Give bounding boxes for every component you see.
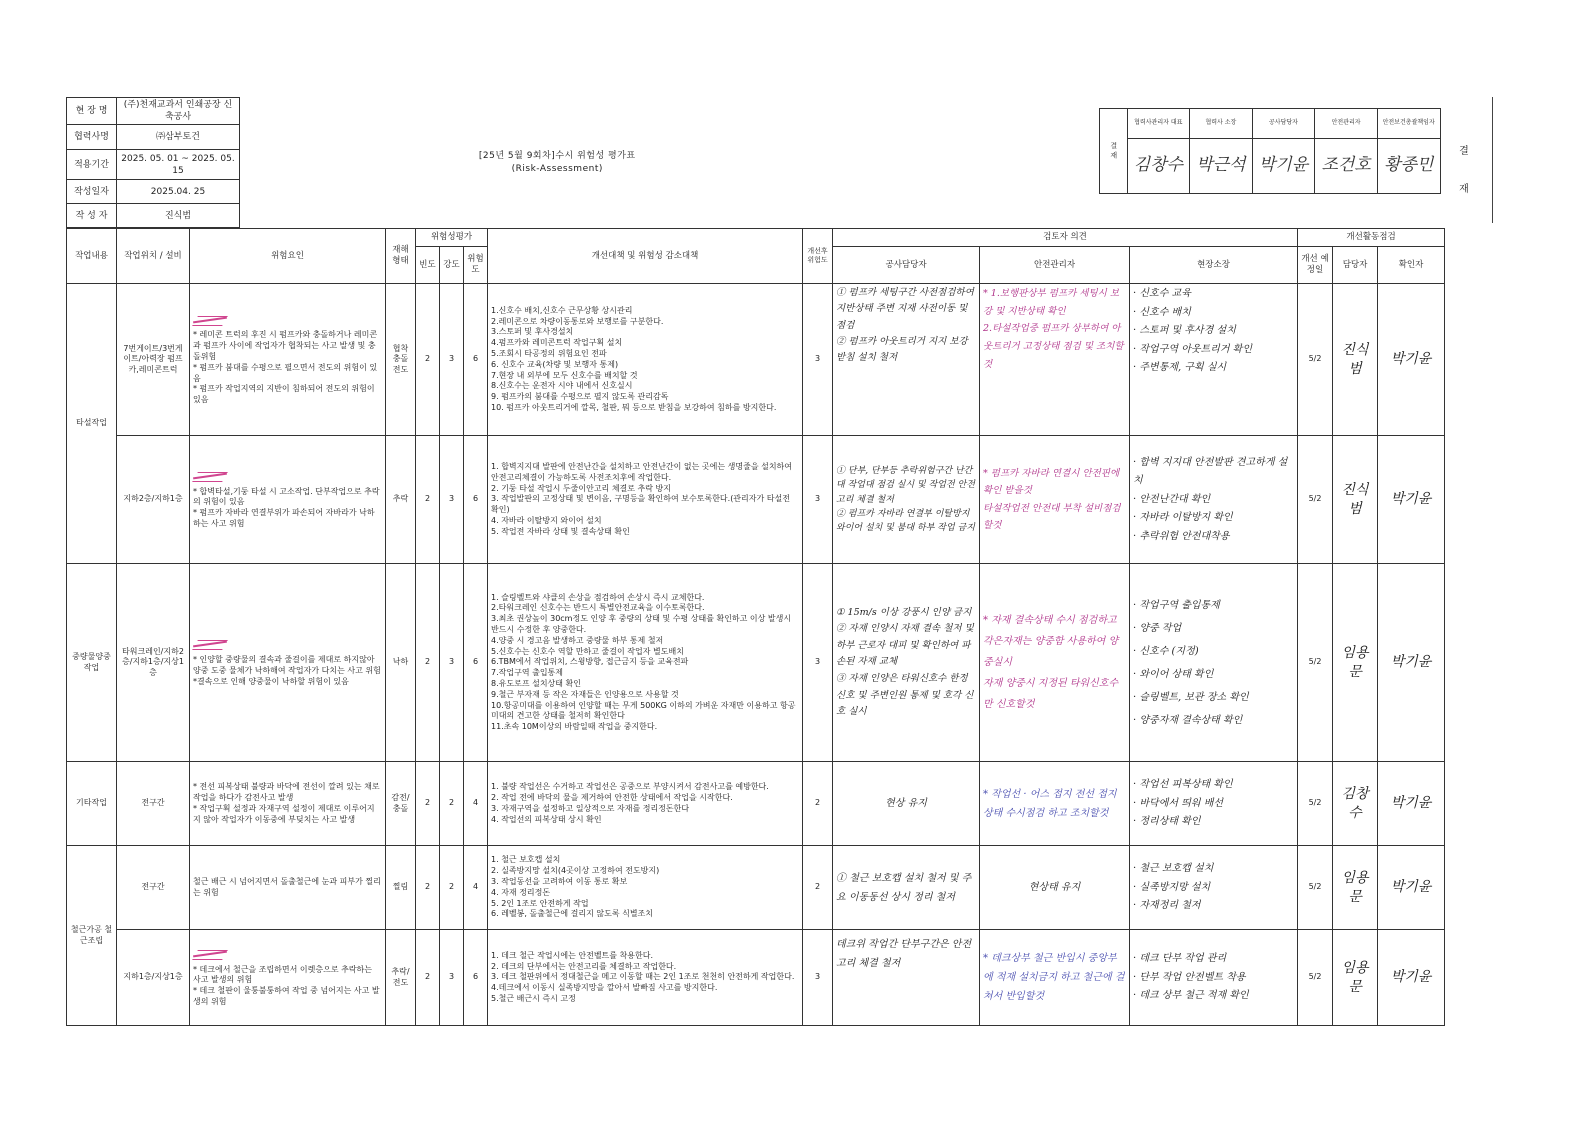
row-work: 중량물양중작업 — [67, 564, 117, 762]
measure-item: 1.신호수 배치,신호수 근무상황 상시관리 — [491, 305, 633, 315]
row-work: 기타작업 — [67, 762, 117, 846]
row-hazard — [190, 436, 386, 564]
row-date: 5/2 — [1298, 436, 1333, 564]
row-hazard — [190, 762, 386, 846]
row-measures — [488, 436, 803, 564]
opinion-item: · 작업구역 아웃트리거 확인 — [1133, 343, 1252, 355]
hazard-item: * 전선 피복상태 불량과 바닥에 전선이 깔려 있는 채로 작업을 하다가 감전사고 발생 — [193, 782, 380, 802]
opinion-item: 자재 양중시 지정된 타워신호수만 신호할것 — [983, 678, 1119, 711]
measure-item: 5.철근 배근시 즉시 고정 — [491, 993, 576, 1003]
signature-5: 황종민 — [1377, 138, 1440, 193]
row-type: 추락/전도 — [386, 930, 416, 1026]
col-measures: 개선대책 및 위험성 감소대책 — [488, 229, 803, 284]
table-row — [67, 846, 1445, 930]
row-site-opinion — [1130, 284, 1298, 436]
opinion-item: * 1.보행판상부 펌프카 세팅시 보강 및 지반상태 확인 — [983, 288, 1120, 317]
row-post-risk: 2 — [803, 846, 833, 930]
row-type: 감전/충돌 — [386, 762, 416, 846]
row-checker: 박기윤 — [1378, 846, 1445, 930]
opinion-item: 2.타설작업중 펌프카 상부하여 아웃트리거 고정상태 점검 및 조치할것 — [983, 323, 1124, 370]
measure-item: 1. 불량 작업선은 수거하고 작업선은 공중으로 부양시켜서 감전사고를 예방한다. — [491, 782, 769, 792]
row-freq: 2 — [416, 436, 440, 564]
opinion-item: · 단부 작업 안전벨트 착용 — [1133, 971, 1246, 983]
row-date: 5/2 — [1298, 284, 1333, 436]
row-measures — [488, 284, 803, 436]
measure-item: 8.신호수는 운전자 시야 내에서 신호실시 — [491, 381, 633, 391]
row-risk: 6 — [464, 564, 488, 762]
row-checker: 박기윤 — [1378, 564, 1445, 762]
row-risk: 6 — [464, 436, 488, 564]
col-risk-eval: 위험성평가 — [416, 229, 488, 247]
date-label: 작성일자 — [67, 180, 117, 204]
approval-role-3: 공사담당자 — [1252, 108, 1315, 138]
row-post-risk: 3 — [803, 564, 833, 762]
opinion-item: · 바닥에서 띄워 배선 — [1133, 797, 1224, 809]
measure-item: 4. 작업선의 피복상태 상시 확인 — [491, 814, 602, 824]
row-post-risk: 2 — [803, 762, 833, 846]
row-owner: 임용문 — [1333, 846, 1378, 930]
opinion-item: * 펌프카 자바라 연결시 안전핀에 확인 받을것 — [983, 467, 1120, 497]
measure-item: 5.조회시 타공정의 위험요인 전파 — [491, 348, 607, 358]
row-type: 협착 충돌 전도 — [386, 284, 416, 436]
measure-item: 5.신호수는 신호수 역할 만하고 줄걸이 작업자 별도배치 — [491, 646, 684, 656]
measure-item: 9.철근 부자재 등 작은 자재들은 인양용으로 사용할 것 — [491, 689, 679, 699]
col-reviewer-safety: 안전관리자 — [980, 247, 1130, 284]
row-safety-opinion: 현상태 유지 — [980, 846, 1130, 930]
opinion-item: · 신호수 교육 — [1133, 288, 1191, 300]
col-post-risk: 개선후위험도 — [803, 229, 833, 284]
measure-item: 4. 자재 정리정돈 — [491, 887, 551, 897]
row-sev: 3 — [440, 436, 464, 564]
risk-table — [66, 228, 1445, 1026]
row-site-opinion — [1130, 846, 1298, 930]
page-title: [25년 5월 9회차]수시 위험성 평가표 — [478, 151, 636, 162]
measure-item: 4.데크에서 이동시 실족방지망을 깔아서 발빠짐 사고를 방지한다. — [491, 983, 718, 993]
row-risk: 4 — [464, 762, 488, 846]
table-row — [67, 564, 1445, 762]
opinion-item: · 양중자재 결속상태 확인 — [1133, 714, 1243, 726]
strike-mark — [193, 638, 227, 650]
row-date: 5/2 — [1298, 930, 1333, 1026]
opinion-item: · 정리상태 확인 — [1133, 816, 1201, 828]
row-site-opinion — [1130, 930, 1298, 1026]
opinion-item: ① 15m/s 이상 강풍시 인양 금지 — [836, 606, 972, 618]
measure-item: 2. 기둥 타설 작업시 두줄이안고리 체결로 추락 방지 — [491, 483, 672, 493]
page-subtitle: (Risk-Assessment) — [511, 163, 603, 174]
col-reviewer-site: 현장소장 — [1130, 247, 1298, 284]
partner-label: 협력사명 — [67, 125, 117, 150]
hazard-item: * 데크 철판이 울퉁불퉁하여 작업 중 넘어지는 사고 발생의 위험 — [193, 986, 380, 1006]
site-label: 현 장 명 — [67, 98, 117, 125]
opinion-item: · 추락위험 안전대착용 — [1133, 530, 1230, 542]
row-construction-opinion: 데크위 작업간 단부구간은 안전고리 체결 철저 — [833, 930, 980, 1026]
col-plan-date: 개선 예정일 — [1298, 247, 1333, 284]
row-date: 5/2 — [1298, 846, 1333, 930]
row-location: 7번게이트/3번게이트/아력장 펌프카,레미콘트럭 — [117, 284, 190, 436]
measure-item: 1. 합벽지지대 발판에 안전난간을 설치하고 안전난간이 없는 곳에는 생명줄을 설치하여 안전고리체결이 가능하도록 사전조치후에 작업한다. — [491, 461, 793, 482]
row-location: 전구간 — [117, 846, 190, 930]
row-measures — [488, 846, 803, 930]
measure-item: 4. 자바라 이탈방지 와이어 설치 — [491, 515, 602, 525]
opinion-item: · 데크 상부 철근 적재 확인 — [1133, 990, 1249, 1002]
measure-item: 9. 펌프카의 붐대를 수평으로 펼지 않도록 관리감독 — [491, 392, 669, 402]
right-margin-rule — [1492, 97, 1493, 223]
row-freq: 2 — [416, 284, 440, 436]
row-sev: 3 — [440, 930, 464, 1026]
col-review: 검토자 의견 — [833, 229, 1298, 247]
opinion-item: * 작업선 · 어스 접지 전선 접지상태 수시점검 하고 조치할것 — [983, 788, 1117, 819]
measure-item: 2. 작업 전에 바닥의 물을 제거하여 안전한 상태에서 작업을 시작한다. — [491, 792, 733, 802]
table-row — [67, 284, 1445, 436]
row-hazard — [190, 846, 386, 930]
row-owner: 진식범 — [1333, 284, 1378, 436]
col-severity: 강도 — [440, 247, 464, 284]
period-value: 2025. 05. 01 ~ 2025. 05. 15 — [117, 150, 240, 180]
row-location: 지하2층/지하1층 — [117, 436, 190, 564]
opinion-item: ① 단부, 단부등 추락위험구간 난간대 작업대 점검 실시 및 작업전 안전고리 체결 철저 — [836, 465, 975, 505]
row-risk: 6 — [464, 930, 488, 1026]
row-risk: 4 — [464, 846, 488, 930]
row-safety-opinion — [980, 284, 1130, 436]
approval-role-5: 안전보건총괄책임자 — [1377, 108, 1440, 138]
row-owner: 임용문 — [1333, 564, 1378, 762]
col-followup: 개선활동점검 — [1298, 229, 1445, 247]
row-safety-opinion — [980, 930, 1130, 1026]
approval-role-2: 협력사 소장 — [1190, 108, 1253, 138]
hazard-item: * 펌프카 자바라 연결부위가 파손되어 자바라가 낙하하는 사고 위험 — [193, 508, 375, 528]
opinion-item: · 실족방지망 설치 — [1133, 881, 1211, 893]
partner-value: ㈜삼부토건 — [117, 125, 240, 150]
row-hazard — [190, 284, 386, 436]
opinion-item: · 합벽 지지대 안전발판 견고하게 설치 — [1133, 456, 1288, 487]
signature-4: 조건호 — [1315, 138, 1378, 193]
row-post-risk: 3 — [803, 930, 833, 1026]
opinion-item: · 스토퍼 및 후사경 설치 — [1133, 325, 1236, 337]
row-work: 타설작업 — [67, 284, 117, 564]
col-freq: 빈도 — [416, 247, 440, 284]
measure-item: 7.현장 내 외부에 모두 신호수를 배치할 것 — [491, 370, 638, 380]
table-row — [67, 762, 1445, 846]
row-sev: 3 — [440, 564, 464, 762]
hazard-item: * 인양할 중량물의 결속과 줄걸이를 제대로 하지않아 양중 도중 물체가 낙하해여 작업자가 다치는 사고 위험 — [193, 654, 381, 675]
row-work: 철근가공 철근조립 — [67, 846, 117, 1026]
opinion-item: * 자재 결속상태 수시 점검하고 각은자재는 양중함 사용하여 양중실시 — [983, 615, 1119, 669]
approval-side-label-2: 재 — [1459, 184, 1469, 195]
row-site-opinion — [1130, 564, 1298, 762]
table-row — [67, 436, 1445, 564]
row-freq: 2 — [416, 930, 440, 1026]
hazard-item: * 레미콘 트럭의 후진 시 펌프카와 충돌하거나 레미콘과 펌프카 사이에 작업자가 협착되는 사고 발생 및 충돌위험 — [193, 330, 378, 361]
row-risk: 6 — [464, 284, 488, 436]
measure-item: 2.타워크레인 신호수는 반드시 특별안전교육을 이수토록한다. — [491, 603, 705, 613]
row-date: 5/2 — [1298, 762, 1333, 846]
hazard-item: * 펌프카 작업지역의 지반이 침하되어 전도의 위험이 있음 — [193, 384, 375, 405]
measure-item: 2.레미콘으로 차량이동통로와 보행로를 구분한다. — [491, 316, 664, 326]
col-hazard: 위험요인 — [190, 229, 386, 284]
row-post-risk: 3 — [803, 284, 833, 436]
opinion-item: · 철근 보호캡 설치 — [1133, 863, 1214, 875]
opinion-item: · 신호수 배치 — [1133, 306, 1191, 318]
measure-item: 3. 작업동선을 고려하여 이동 통로 확보 — [491, 876, 628, 886]
measure-item: 4.펌프카와 레미콘트럭 작업구획 설치 — [491, 338, 623, 348]
row-location: 지하1층/지상1층 — [117, 930, 190, 1026]
opinion-item: · 자바라 이탈방지 확인 — [1133, 512, 1233, 524]
approval-role-1: 협력사관리자 대표 — [1127, 108, 1190, 138]
col-checker: 확인자 — [1378, 247, 1445, 284]
col-reviewer-construction: 공사담당자 — [833, 247, 980, 284]
row-construction-opinion — [833, 284, 980, 436]
measure-item: 6. 레벨봉, 돌출철근에 걸리지 않도록 식별조치 — [491, 909, 654, 919]
measure-item: 10. 펌프카 아웃트리거에 깔목, 철판, 뭐 등으로 받침을 보강하여 침하를 방지한다. — [491, 402, 777, 412]
row-site-opinion — [1130, 436, 1298, 564]
hazard-item: * 데크에서 철근을 조립하면서 이렛층으로 추락하는 사고 발생의 위험 — [193, 964, 373, 985]
row-site-opinion — [1130, 762, 1298, 846]
table-row — [67, 930, 1445, 1026]
row-sev: 3 — [440, 284, 464, 436]
opinion-item: 타설작업전 안전대 부착 설비점검 할것 — [983, 502, 1121, 532]
opinion-item: ② 펌프카 아웃트리거 지지 보강 받침 설치 철저 — [836, 335, 968, 363]
approval-side-label — [1446, 133, 1482, 209]
measure-item: 11.초속 10M이상의 바람일때 작업을 중지한다. — [491, 722, 658, 732]
col-owner: 담당자 — [1333, 247, 1378, 284]
approval-side-label-1: 결 — [1459, 146, 1469, 157]
row-post-risk: 3 — [803, 436, 833, 564]
row-type: 찔림 — [386, 846, 416, 930]
hazard-item: * 작업구획 설정과 자재구역 설정이 제대로 이루어지지 않아 작업자가 이동중에 부딪치는 사고 발생 — [193, 803, 375, 824]
approval-role-4: 안전관리자 — [1315, 108, 1378, 138]
row-construction-opinion: 현상 유지 — [833, 762, 980, 846]
title-cell — [240, 98, 1055, 228]
row-checker: 박기윤 — [1378, 284, 1445, 436]
hazard-item: *결속으로 인해 양중물이 낙하할 위험이 있음 — [193, 676, 349, 686]
author-label: 작 성 자 — [67, 204, 117, 228]
row-measures — [488, 930, 803, 1026]
risk-assessment-sheet — [66, 97, 1444, 1026]
hazard-item: * 합벽타설,기둥 타설 시 고소작업. 단부작업으로 추락의 위험이 있음 — [193, 486, 380, 507]
opinion-item: · 자재정리 철저 — [1133, 900, 1201, 912]
approval-area — [1055, 98, 1445, 228]
col-accident-type: 재해형태 — [386, 229, 416, 284]
strike-mark — [193, 470, 227, 482]
row-construction-opinion: ① 철근 보호캡 설치 철저 및 주요 이동동선 상시 정리 철저 — [833, 846, 980, 930]
measure-item: 3.스토퍼 및 후사경설치 — [491, 327, 574, 337]
row-measures — [488, 564, 803, 762]
opinion-item: · 신호수 (지정) — [1133, 645, 1199, 657]
row-construction-opinion — [833, 564, 980, 762]
measure-item: 6.TBM에서 작업위치, 스윙방향, 접근금지 등을 교육전파 — [491, 657, 689, 667]
strike-mark — [193, 314, 227, 326]
signature-2: 박근석 — [1190, 138, 1253, 193]
opinion-item: · 데크 단부 작업 관리 — [1133, 953, 1227, 965]
row-checker: 박기윤 — [1378, 762, 1445, 846]
measure-item: 8.유도로프 설치상태 확인 — [491, 678, 582, 688]
opinion-item: · 작업구역 출입통제 — [1133, 599, 1220, 611]
row-safety-opinion — [980, 436, 1130, 564]
row-sev: 2 — [440, 846, 464, 930]
row-checker: 박기윤 — [1378, 930, 1445, 1026]
measure-item: 1. 철근 보호캡 설치 — [491, 855, 561, 865]
col-risk: 위험도 — [464, 247, 488, 284]
row-freq: 2 — [416, 564, 440, 762]
opinion-item: ③ 자재 인양은 타워신호수 한정 신호 및 주변인원 통제 및 호각 신호 실시 — [836, 673, 974, 718]
date-value: 2025.04. 25 — [117, 180, 240, 204]
measure-item: 4.양중 시 경고음 발생하고 중량물 하부 통제 철저 — [491, 635, 664, 645]
row-freq: 2 — [416, 762, 440, 846]
opinion-item: · 안전난간대 확인 — [1133, 493, 1211, 505]
signature-1: 김창수 — [1127, 138, 1190, 193]
row-checker: 박기윤 — [1378, 436, 1445, 564]
row-sev: 2 — [440, 762, 464, 846]
measure-item: 1. 슬링벨트와 샤클의 손상을 점검하여 손상시 즉시 교체한다. — [491, 592, 705, 602]
opinion-item: ② 펌프카 자바라 연결부 이탈방지와이어 설치 및 붐대 하부 작업 금지 — [836, 508, 975, 534]
strike-mark — [193, 948, 227, 960]
author-value: 진식범 — [117, 204, 240, 228]
row-hazard — [190, 930, 386, 1026]
signature-3: 박기윤 — [1252, 138, 1315, 193]
measure-item: 3.최초 권상높이 30cm정도 인양 후 중량의 상태 및 수평 상태를 확인하고 이상 발생시 반드시 수정한 후 양중한다. — [491, 614, 792, 634]
measure-item: 2. 데크의 단부에서는 안전고리를 체결하고 작업한다. — [491, 961, 677, 971]
measure-item: 3. 데크 철판위에서 정대철근을 메고 이동할 때는 2인 1조로 천천히 안전하게 작업한다. — [491, 972, 795, 982]
measure-item: 6. 신호수 교육(차량 및 보행자 통제) — [491, 359, 619, 369]
row-safety-opinion — [980, 762, 1130, 846]
opinion-item: · 양중 작업 — [1133, 622, 1182, 634]
opinion-item: · 주변통제, 구획 실시 — [1133, 362, 1227, 374]
row-owner: 임용문 — [1333, 930, 1378, 1026]
measure-item: 2. 실족방지망 설치(4곳이상 고정하여 전도방지) — [491, 866, 660, 876]
header-table — [66, 97, 1445, 228]
hazard-item: * 펌프카 붐대를 수평으로 펼으면서 전도의 위험이 있음 — [193, 362, 378, 383]
measure-item: 7.작업구역 출입통제 — [491, 668, 564, 678]
measure-item: 3. 자재구역을 설정하고 일상적으로 자재를 정리정돈한다 — [491, 803, 690, 813]
measure-item: 5. 2인 1조로 안전하게 작업 — [491, 898, 589, 908]
row-construction-opinion — [833, 436, 980, 564]
hazard-item: 철근 배근 시 넘어지면서 돌출철근에 눈과 피부가 찔리는 위험 — [193, 876, 381, 897]
opinion-item: · 작업선 피복상태 확인 — [1133, 779, 1233, 791]
opinion-item: ① 펌프카 세팅구간 사전점검하여 지반상태 주변 지재 사전이동 및 점검 — [836, 287, 974, 331]
row-owner: 진식범 — [1333, 436, 1378, 564]
measure-item: 10.항공미대를 이용하여 인양할 때는 무게 500KG 이하의 가벼운 자재만 이용하고 항공미대의 견고한 상태를 철저히 확인한다 — [491, 700, 796, 721]
row-location: 전구간 — [117, 762, 190, 846]
row-type: 낙하 — [386, 564, 416, 762]
measure-item: 3. 작업발판의 고정상태 및 변이음, 구명등을 확인하여 보수토록한다.(관리자가 타설전 확인) — [491, 494, 790, 515]
opinion-item: ② 자재 인양시 자재 결속 철저 및 하부 근로자 대피 및 확인하여 파손된 자재 교체 — [836, 623, 974, 668]
col-work: 작업내용 — [67, 229, 117, 284]
opinion-item: * 데크상부 철근 반입시 중앙부에 적재 설치금지 하고 철근에 걸쳐서 반입할것 — [983, 953, 1125, 1003]
site-value: (주)천재교과서 인쇄공장 신축공사 — [117, 98, 240, 125]
measure-item: 5. 작업전 자바라 상태 및 결속상태 확인 — [491, 526, 630, 536]
row-freq: 2 — [416, 846, 440, 930]
row-hazard — [190, 564, 386, 762]
measure-item: 1. 데크 철근 작업시에는 안전벨트를 착용한다. — [491, 950, 654, 960]
col-location: 작업위치 / 설비 — [117, 229, 190, 284]
approval-table — [1099, 108, 1441, 194]
period-label: 적용기간 — [67, 150, 117, 180]
row-owner: 김창수 — [1333, 762, 1378, 846]
approval-left-label: 결 재 — [1099, 108, 1127, 193]
row-type: 추락 — [386, 436, 416, 564]
opinion-item: · 와이어 상태 확인 — [1133, 668, 1214, 680]
row-safety-opinion — [980, 564, 1130, 762]
row-measures — [488, 762, 803, 846]
opinion-item: · 슬링벨트, 보관 장소 확인 — [1133, 691, 1249, 703]
row-date: 5/2 — [1298, 564, 1333, 762]
row-location: 타워크레인/지하2층/지하1층/지상1층 — [117, 564, 190, 762]
